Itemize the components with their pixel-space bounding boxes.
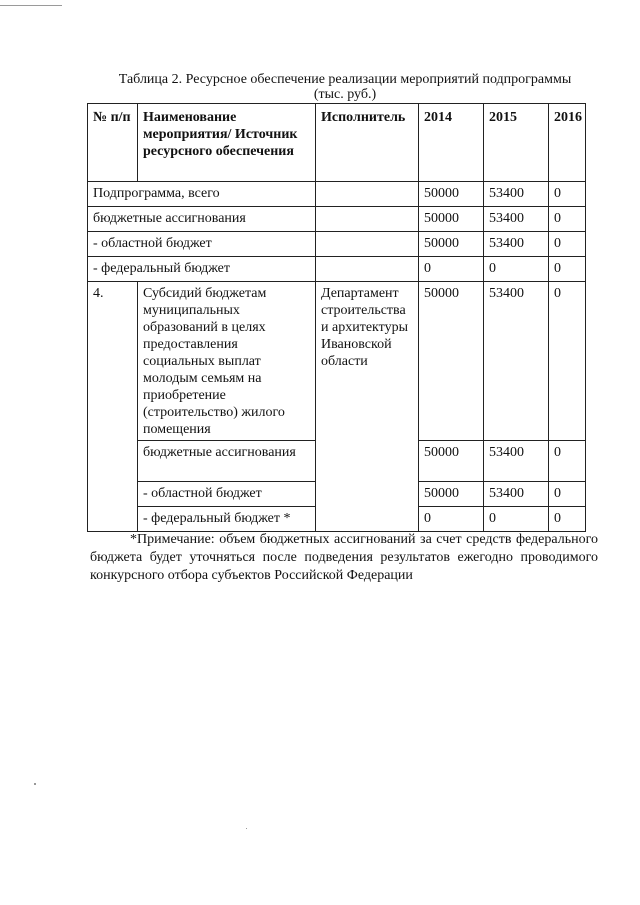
- table-row: [88, 232, 586, 257]
- item-num: 4.: [88, 282, 138, 532]
- sub-label: бюджетные ассигнования: [138, 441, 316, 482]
- footnote: *Примечание: объем бюджетных ассигнований за счет средств федерального бюджета будет уточняться после подведения результатов ежегодно проводимого конкурсного отбора субъектов Российской Федерации: [90, 532, 598, 583]
- row-label: - федеральный бюджет: [88, 257, 316, 282]
- header-2015: 2015: [484, 104, 549, 182]
- table-row: [88, 282, 586, 441]
- item-2016: 0: [549, 282, 586, 441]
- row-2014: 50000: [419, 207, 484, 232]
- header-2016: 2016: [549, 104, 586, 182]
- sub-2016: 0: [549, 482, 586, 507]
- item-2015: 53400: [484, 282, 549, 441]
- header-2014: 2014: [419, 104, 484, 182]
- row-2014: 50000: [419, 232, 484, 257]
- header-executor: Исполнитель: [316, 104, 419, 182]
- row-label: - областной бюджет: [88, 232, 316, 257]
- row-label: Подпрограмма, всего: [88, 182, 316, 207]
- scan-speck: [34, 783, 36, 785]
- row-label: бюджетные ассигнования: [88, 207, 316, 232]
- row-2014: 0: [419, 257, 484, 282]
- row-executor: [316, 182, 419, 207]
- header-num: № п/п: [88, 104, 138, 182]
- item-2014: 50000: [419, 282, 484, 441]
- sub-2014: 0: [419, 507, 484, 532]
- row-2016: 0: [549, 182, 586, 207]
- table-caption: Таблица 2. Ресурсное обеспечение реализации мероприятий подпрограммы: [118, 72, 572, 87]
- row-executor: [316, 232, 419, 257]
- sub-2014: 50000: [419, 482, 484, 507]
- item-executor: Департамент строительства и архитектуры Ивановской области: [316, 282, 419, 532]
- sub-2015: 0: [484, 507, 549, 532]
- sub-2016: 0: [549, 441, 586, 482]
- row-2015: 0: [484, 257, 549, 282]
- sub-2016: 0: [549, 507, 586, 532]
- row-2016: 0: [549, 207, 586, 232]
- header-row: [88, 104, 586, 182]
- resource-table: [87, 103, 586, 532]
- table-row: [88, 182, 586, 207]
- header-name: Наименование мероприятия/ Источник ресурсного обеспечения: [138, 104, 316, 182]
- table-units: (тыс. руб.): [313, 87, 377, 102]
- sub-label: - областной бюджет: [138, 482, 316, 507]
- scan-speck: [246, 828, 247, 829]
- row-executor: [316, 207, 419, 232]
- sub-2015: 53400: [484, 441, 549, 482]
- row-2015: 53400: [484, 207, 549, 232]
- top-rule: [0, 5, 62, 6]
- table-row: [88, 257, 586, 282]
- item-name: Субсидий бюджетам муниципальных образований в целях предоставления социальных выплат молодым семьям на приобретение (строительство) жилого помещения: [138, 282, 316, 441]
- sub-label: - федеральный бюджет *: [138, 507, 316, 532]
- row-2014: 50000: [419, 182, 484, 207]
- row-2016: 0: [549, 232, 586, 257]
- row-2015: 53400: [484, 182, 549, 207]
- row-2016: 0: [549, 257, 586, 282]
- table-row: [88, 207, 586, 232]
- row-executor: [316, 257, 419, 282]
- sub-2015: 53400: [484, 482, 549, 507]
- sub-2014: 50000: [419, 441, 484, 482]
- row-2015: 53400: [484, 232, 549, 257]
